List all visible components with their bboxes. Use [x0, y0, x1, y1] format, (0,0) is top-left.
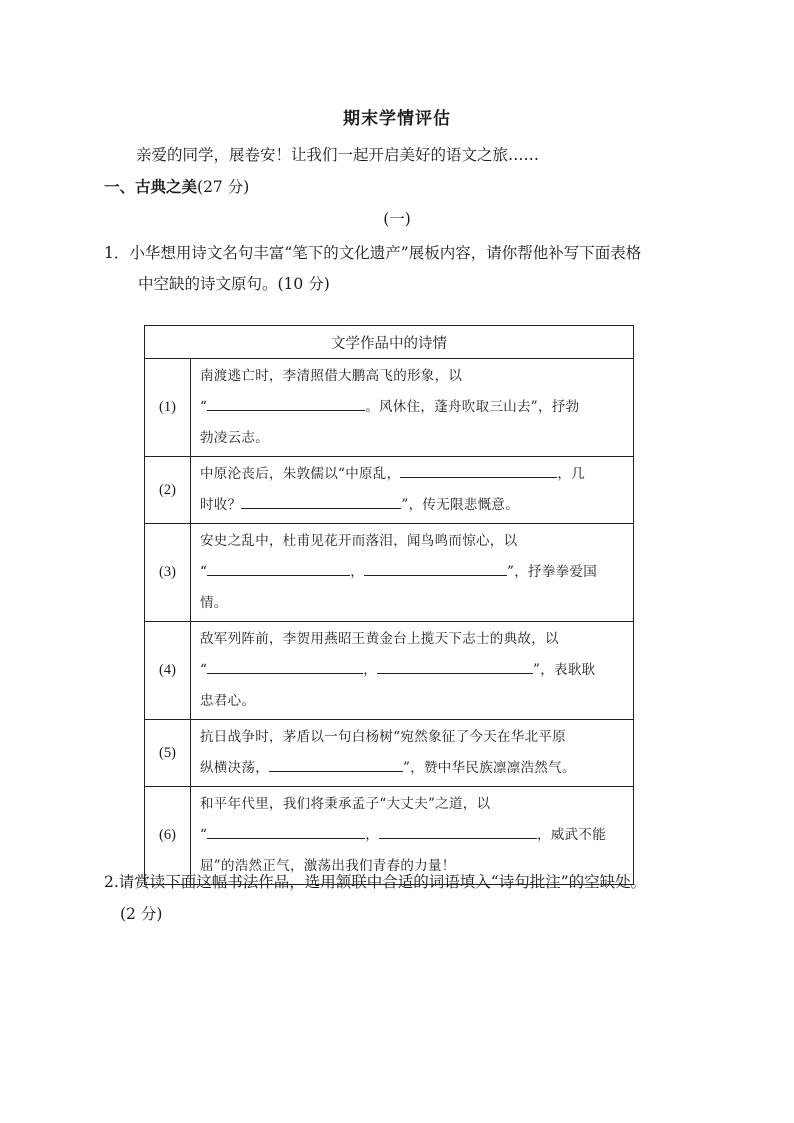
row-number: (6)	[145, 787, 191, 885]
row-text: ”，传无限悲慨意。	[401, 497, 520, 513]
row-text: 南渡逃亡时，李清照借大鹏高飞的形象，以	[200, 368, 463, 384]
row-text: 屈”的浩然正气，激荡出我们青春的力量！	[200, 858, 456, 874]
question-2	[104, 866, 704, 930]
row-content	[191, 622, 634, 720]
row-text: 时收？	[200, 497, 242, 513]
answer-blank[interactable]	[207, 396, 365, 411]
row-content	[191, 720, 634, 787]
row-text: 纵横决荡，	[200, 760, 269, 776]
question-1	[104, 238, 684, 300]
table-header-row	[145, 326, 634, 359]
row-content	[191, 524, 634, 622]
row-number: (1)	[145, 359, 191, 457]
table-row	[145, 457, 634, 524]
row-number: (4)	[145, 622, 191, 720]
answer-blank[interactable]	[379, 824, 537, 839]
answer-blank[interactable]	[400, 463, 557, 478]
row-text: ”，抒拳拳爱国	[507, 564, 598, 580]
answer-blank[interactable]	[207, 824, 365, 839]
table-row	[145, 359, 634, 457]
row-text: ，威武不能	[537, 827, 607, 843]
row-text: 。风休住，蓬舟吹取三山去”，抒勃	[365, 399, 580, 415]
row-text: ，	[363, 662, 378, 678]
row-number: (3)	[145, 524, 191, 622]
row-text: ”，赞中华民族凛凛浩然气。	[403, 760, 576, 776]
question-2-line-1: 2.请赏读下面这幅书法作品，选用颔联中合适的词语填入“诗句批注”的空缺处。	[104, 873, 647, 891]
row-text: ，	[365, 827, 380, 843]
table-row	[145, 524, 634, 622]
row-content	[191, 457, 634, 524]
row-text: 安史之乱中，杜甫见花开而落泪，闻鸟鸣而惊心，以	[200, 533, 518, 549]
row-text: “	[200, 564, 208, 580]
row-text: 敌军列阵前，李贺用燕昭王黄金台上揽天下志士的典故，以	[200, 631, 559, 647]
greeting-text: 亲爱的同学，展卷安！让我们一起开启美好的语文之旅……	[136, 146, 540, 164]
row-text: “	[200, 827, 208, 843]
row-text: 情。	[200, 595, 228, 611]
answer-blank[interactable]	[364, 561, 507, 576]
row-text: 忠君心。	[200, 693, 256, 709]
row-text: ，	[350, 564, 365, 580]
answer-blank[interactable]	[377, 659, 533, 674]
row-text: 和平年代里，我们将秉承孟子“大丈夫”之道，以	[200, 796, 491, 812]
subsection-label: (一)	[383, 210, 411, 228]
answer-blank[interactable]	[207, 659, 363, 674]
row-text: 抗日战争时，茅盾以一句白杨树“宛然象征了今天在华北平原	[200, 729, 567, 745]
table-row	[145, 720, 634, 787]
row-content	[191, 359, 634, 457]
question-1-line-1: 1．小华想用诗文名句丰富“笔下的文化遗产”展板内容，请你帮他补写下面表格	[104, 244, 642, 262]
section-score: (27 分)	[197, 178, 250, 196]
row-text: 中原沦丧后，朱敦儒以“中原乱，	[200, 466, 401, 482]
row-text: ，几	[557, 466, 586, 482]
row-text: “	[200, 662, 208, 678]
answer-blank[interactable]	[241, 494, 401, 509]
page-title: 期末学情评估	[343, 109, 451, 129]
poetry-table	[144, 325, 634, 885]
section-title: 一、古典之美	[104, 178, 198, 196]
answer-blank[interactable]	[269, 757, 403, 772]
table-row	[145, 622, 634, 720]
row-number: (2)	[145, 457, 191, 524]
answer-blank[interactable]	[207, 561, 350, 576]
table-header: 文学作品中的诗情	[145, 326, 634, 359]
question-2-line-2: (2 分)	[120, 905, 163, 923]
row-number: (5)	[145, 720, 191, 787]
row-text: ”，表耿耿	[533, 662, 596, 678]
row-text: 勃凌云志。	[200, 430, 269, 446]
question-1-line-2: 中空缺的诗文原句。(10 分)	[138, 275, 330, 293]
section-heading	[104, 175, 249, 197]
row-text: “	[200, 399, 208, 415]
